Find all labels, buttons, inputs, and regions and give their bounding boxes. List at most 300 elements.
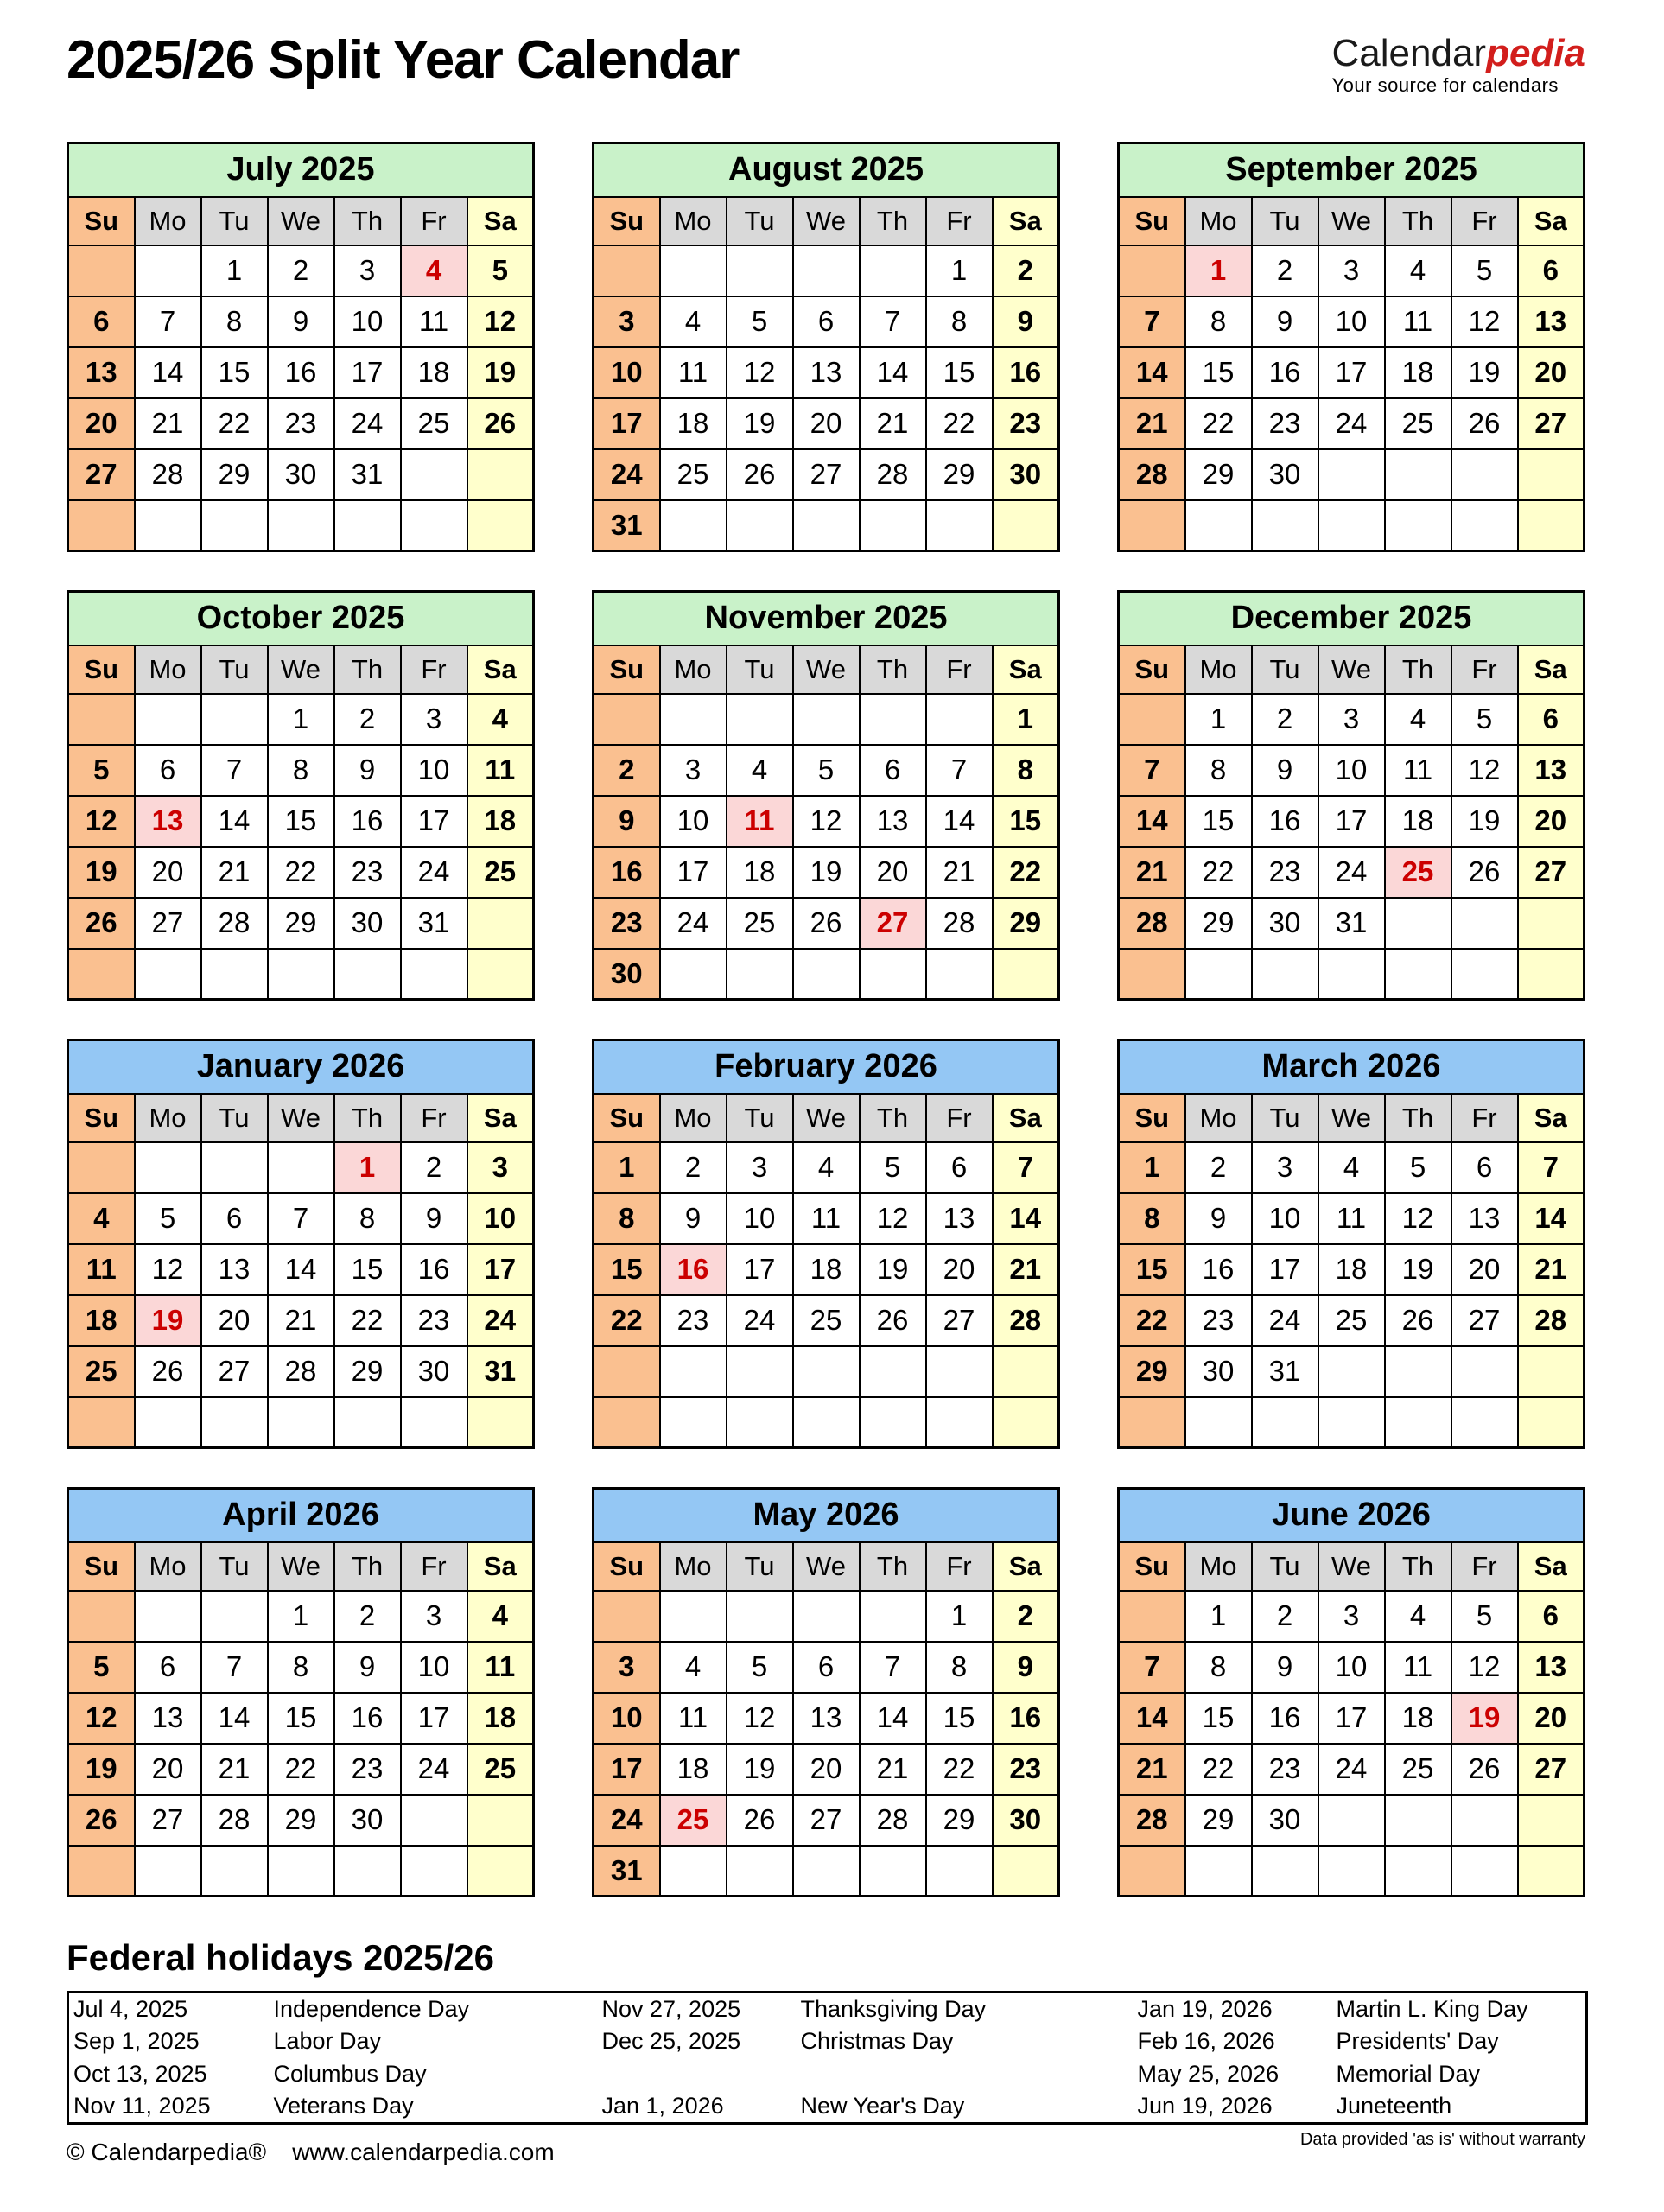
- day-cell-empty: [793, 949, 860, 1000]
- day-cell-25: 25: [793, 1295, 860, 1346]
- day-cell-empty: [135, 1142, 201, 1193]
- month-october-2025: [67, 590, 535, 1001]
- day-cell-16: 16: [594, 847, 660, 898]
- federal-holidays-table: [67, 1991, 1588, 2125]
- weekday-header-th: Th: [1385, 1094, 1451, 1142]
- weekday-header-sa: Sa: [1518, 1094, 1585, 1142]
- day-cell-2: 2: [1252, 1591, 1318, 1642]
- day-cell-7: 7: [201, 745, 268, 796]
- day-cell-6: 6: [1518, 245, 1585, 296]
- day-cell-27: 27: [201, 1346, 268, 1397]
- day-cell-1: 1: [1185, 245, 1252, 296]
- day-cell-29: 29: [993, 898, 1059, 949]
- day-cell-26: 26: [1451, 847, 1518, 898]
- day-cell-31: 31: [1252, 1346, 1318, 1397]
- day-cell-5: 5: [1451, 694, 1518, 745]
- day-cell-empty: [860, 1397, 926, 1448]
- day-cell-29: 29: [268, 1795, 334, 1846]
- day-cell-5: 5: [793, 745, 860, 796]
- day-cell-6: 6: [926, 1142, 993, 1193]
- day-cell-7: 7: [135, 296, 201, 347]
- logo-tagline: Your source for calendars: [1331, 74, 1559, 96]
- day-cell-9: 9: [334, 1642, 401, 1693]
- day-cell-empty: [1185, 1397, 1252, 1448]
- day-cell-empty: [334, 1397, 401, 1448]
- day-cell-11: 11: [727, 796, 793, 847]
- day-cell-18: 18: [1385, 1693, 1451, 1744]
- day-cell-empty: [926, 1397, 993, 1448]
- day-cell-16: 16: [334, 796, 401, 847]
- day-cell-5: 5: [135, 1193, 201, 1244]
- website-link[interactable]: www.calendarpedia.com: [292, 2139, 555, 2165]
- day-cell-26: 26: [860, 1295, 926, 1346]
- day-cell-14: 14: [201, 1693, 268, 1744]
- federal-holidays-heading: Federal holidays 2025/26: [67, 1937, 494, 1978]
- day-cell-8: 8: [1185, 296, 1252, 347]
- day-cell-3: 3: [660, 745, 727, 796]
- day-cell-4: 4: [467, 1591, 534, 1642]
- day-cell-23: 23: [594, 898, 660, 949]
- day-cell-empty: [727, 1591, 793, 1642]
- day-cell-8: 8: [1185, 745, 1252, 796]
- day-cell-empty: [793, 1591, 860, 1642]
- day-cell-7: 7: [201, 1642, 268, 1693]
- weekday-header-th: Th: [334, 1542, 401, 1591]
- day-cell-13: 13: [135, 1693, 201, 1744]
- day-cell-3: 3: [401, 694, 467, 745]
- day-cell-empty: [135, 245, 201, 296]
- day-cell-8: 8: [334, 1193, 401, 1244]
- day-cell-empty: [201, 500, 268, 551]
- day-cell-31: 31: [401, 898, 467, 949]
- day-cell-16: 16: [1252, 347, 1318, 398]
- day-cell-23: 23: [1252, 1744, 1318, 1795]
- day-cell-23: 23: [401, 1295, 467, 1346]
- day-cell-empty: [793, 694, 860, 745]
- day-cell-empty: [660, 500, 727, 551]
- day-cell-empty: [268, 949, 334, 1000]
- day-cell-27: 27: [793, 1795, 860, 1846]
- day-cell-4: 4: [1318, 1142, 1385, 1193]
- day-cell-empty: [1318, 1795, 1385, 1846]
- day-cell-empty: [594, 1397, 660, 1448]
- holiday-name: New Year's Day: [800, 2093, 965, 2120]
- day-cell-empty: [860, 1846, 926, 1897]
- day-cell-10: 10: [467, 1193, 534, 1244]
- day-cell-12: 12: [1451, 296, 1518, 347]
- day-cell-12: 12: [727, 1693, 793, 1744]
- day-cell-empty: [727, 694, 793, 745]
- day-cell-empty: [993, 1846, 1059, 1897]
- day-cell-empty: [1318, 449, 1385, 500]
- day-cell-21: 21: [1119, 398, 1185, 449]
- day-cell-7: 7: [993, 1142, 1059, 1193]
- day-cell-21: 21: [1119, 1744, 1185, 1795]
- day-cell-18: 18: [68, 1295, 135, 1346]
- day-cell-16: 16: [660, 1244, 727, 1295]
- footer-copyright-line: [67, 2139, 555, 2166]
- day-cell-15: 15: [1185, 347, 1252, 398]
- day-cell-empty: [268, 1142, 334, 1193]
- day-cell-empty: [660, 949, 727, 1000]
- day-cell-18: 18: [467, 1693, 534, 1744]
- day-cell-6: 6: [793, 296, 860, 347]
- day-cell-empty: [1252, 949, 1318, 1000]
- day-cell-28: 28: [860, 449, 926, 500]
- day-cell-15: 15: [201, 347, 268, 398]
- day-cell-empty: [1185, 500, 1252, 551]
- day-cell-29: 29: [1185, 1795, 1252, 1846]
- day-cell-25: 25: [1318, 1295, 1385, 1346]
- month-july-2025: [67, 142, 535, 552]
- day-cell-empty: [1119, 949, 1185, 1000]
- weekday-header-th: Th: [334, 197, 401, 245]
- day-cell-empty: [926, 949, 993, 1000]
- day-cell-30: 30: [993, 1795, 1059, 1846]
- day-cell-empty: [135, 1591, 201, 1642]
- day-cell-13: 13: [926, 1193, 993, 1244]
- day-cell-17: 17: [401, 1693, 467, 1744]
- day-cell-1: 1: [268, 694, 334, 745]
- day-cell-15: 15: [334, 1244, 401, 1295]
- day-cell-4: 4: [1385, 694, 1451, 745]
- day-cell-12: 12: [467, 296, 534, 347]
- day-cell-11: 11: [401, 296, 467, 347]
- day-cell-20: 20: [135, 1744, 201, 1795]
- weekday-header-sa: Sa: [1518, 197, 1585, 245]
- day-cell-17: 17: [594, 1744, 660, 1795]
- day-cell-7: 7: [1119, 745, 1185, 796]
- holiday-date: Jan 19, 2026: [1137, 1995, 1273, 2022]
- day-cell-empty: [793, 1846, 860, 1897]
- weekday-header-sa: Sa: [993, 645, 1059, 694]
- day-cell-26: 26: [727, 449, 793, 500]
- weekday-header-th: Th: [860, 645, 926, 694]
- day-cell-22: 22: [594, 1295, 660, 1346]
- day-cell-empty: [68, 694, 135, 745]
- day-cell-empty: [1451, 898, 1518, 949]
- day-cell-3: 3: [727, 1142, 793, 1193]
- month-may-2026: [592, 1487, 1060, 1897]
- day-cell-8: 8: [926, 296, 993, 347]
- day-cell-27: 27: [1451, 1295, 1518, 1346]
- day-cell-empty: [1451, 1346, 1518, 1397]
- weekday-header-su: Su: [594, 645, 660, 694]
- day-cell-empty: [401, 1397, 467, 1448]
- day-cell-15: 15: [993, 796, 1059, 847]
- month-title: May 2026: [594, 1489, 1059, 1542]
- day-cell-16: 16: [993, 347, 1059, 398]
- day-cell-empty: [135, 500, 201, 551]
- day-cell-empty: [926, 1346, 993, 1397]
- day-cell-empty: [467, 449, 534, 500]
- day-cell-12: 12: [727, 347, 793, 398]
- weekday-header-we: We: [1318, 645, 1385, 694]
- day-cell-11: 11: [467, 745, 534, 796]
- day-cell-7: 7: [268, 1193, 334, 1244]
- day-cell-18: 18: [660, 1744, 727, 1795]
- day-cell-empty: [68, 245, 135, 296]
- day-cell-empty: [68, 500, 135, 551]
- day-cell-26: 26: [1451, 398, 1518, 449]
- weekday-header-th: Th: [1385, 1542, 1451, 1591]
- day-cell-empty: [1119, 500, 1185, 551]
- day-cell-15: 15: [268, 1693, 334, 1744]
- day-cell-empty: [1451, 500, 1518, 551]
- day-cell-22: 22: [268, 847, 334, 898]
- month-title: April 2026: [68, 1489, 534, 1542]
- day-cell-20: 20: [135, 847, 201, 898]
- day-cell-empty: [1385, 949, 1451, 1000]
- day-cell-14: 14: [135, 347, 201, 398]
- day-cell-2: 2: [334, 694, 401, 745]
- day-cell-empty: [201, 1142, 268, 1193]
- day-cell-13: 13: [68, 347, 135, 398]
- day-cell-empty: [467, 1846, 534, 1897]
- day-cell-25: 25: [467, 1744, 534, 1795]
- day-cell-empty: [1518, 1397, 1585, 1448]
- day-cell-4: 4: [660, 1642, 727, 1693]
- day-cell-28: 28: [1119, 898, 1185, 949]
- day-cell-27: 27: [1518, 847, 1585, 898]
- weekday-header-th: Th: [860, 1094, 926, 1142]
- day-cell-10: 10: [660, 796, 727, 847]
- day-cell-25: 25: [1385, 847, 1451, 898]
- day-cell-5: 5: [727, 296, 793, 347]
- day-cell-empty: [1318, 1346, 1385, 1397]
- day-cell-8: 8: [268, 1642, 334, 1693]
- month-february-2026: [592, 1039, 1060, 1449]
- day-cell-empty: [68, 1142, 135, 1193]
- day-cell-empty: [727, 1846, 793, 1897]
- holiday-date: May 25, 2026: [1137, 2061, 1280, 2087]
- day-cell-25: 25: [68, 1346, 135, 1397]
- day-cell-12: 12: [860, 1193, 926, 1244]
- day-cell-21: 21: [201, 847, 268, 898]
- day-cell-24: 24: [401, 847, 467, 898]
- day-cell-5: 5: [467, 245, 534, 296]
- day-cell-25: 25: [1385, 398, 1451, 449]
- day-cell-1: 1: [1119, 1142, 1185, 1193]
- day-cell-15: 15: [926, 347, 993, 398]
- day-cell-14: 14: [1119, 1693, 1185, 1744]
- day-cell-empty: [1119, 1397, 1185, 1448]
- day-cell-14: 14: [1119, 347, 1185, 398]
- day-cell-empty: [201, 1591, 268, 1642]
- day-cell-25: 25: [727, 898, 793, 949]
- day-cell-26: 26: [727, 1795, 793, 1846]
- day-cell-21: 21: [1119, 847, 1185, 898]
- day-cell-5: 5: [1451, 1591, 1518, 1642]
- day-cell-2: 2: [594, 745, 660, 796]
- holiday-date: [598, 2058, 797, 2091]
- day-cell-11: 11: [660, 347, 727, 398]
- day-cell-19: 19: [135, 1295, 201, 1346]
- day-cell-16: 16: [268, 347, 334, 398]
- copyright-text: © Calendarpedia®: [67, 2139, 267, 2165]
- day-cell-30: 30: [334, 898, 401, 949]
- month-title: July 2025: [68, 143, 534, 197]
- day-cell-empty: [727, 1346, 793, 1397]
- weekday-header-mo: Mo: [135, 1094, 201, 1142]
- day-cell-empty: [1185, 1846, 1252, 1897]
- month-september-2025: [1117, 142, 1585, 552]
- day-cell-9: 9: [594, 796, 660, 847]
- weekday-header-we: We: [268, 1542, 334, 1591]
- day-cell-empty: [660, 1346, 727, 1397]
- day-cell-9: 9: [1252, 296, 1318, 347]
- day-cell-4: 4: [467, 694, 534, 745]
- day-cell-22: 22: [1185, 1744, 1252, 1795]
- day-cell-10: 10: [1318, 1642, 1385, 1693]
- day-cell-6: 6: [135, 1642, 201, 1693]
- day-cell-empty: [135, 1846, 201, 1897]
- day-cell-4: 4: [1385, 245, 1451, 296]
- day-cell-3: 3: [334, 245, 401, 296]
- weekday-header-mo: Mo: [135, 197, 201, 245]
- day-cell-24: 24: [594, 1795, 660, 1846]
- day-cell-4: 4: [68, 1193, 135, 1244]
- day-cell-30: 30: [334, 1795, 401, 1846]
- weekday-header-tu: Tu: [201, 645, 268, 694]
- day-cell-3: 3: [1318, 694, 1385, 745]
- day-cell-4: 4: [793, 1142, 860, 1193]
- day-cell-9: 9: [401, 1193, 467, 1244]
- day-cell-27: 27: [68, 449, 135, 500]
- day-cell-empty: [727, 500, 793, 551]
- day-cell-empty: [201, 949, 268, 1000]
- day-cell-empty: [135, 694, 201, 745]
- day-cell-2: 2: [993, 1591, 1059, 1642]
- day-cell-5: 5: [1385, 1142, 1451, 1193]
- day-cell-10: 10: [1318, 745, 1385, 796]
- day-cell-25: 25: [401, 398, 467, 449]
- weekday-header-tu: Tu: [1252, 1542, 1318, 1591]
- day-cell-9: 9: [268, 296, 334, 347]
- day-cell-4: 4: [660, 296, 727, 347]
- day-cell-empty: [594, 1346, 660, 1397]
- day-cell-empty: [993, 1346, 1059, 1397]
- day-cell-3: 3: [401, 1591, 467, 1642]
- day-cell-18: 18: [1318, 1244, 1385, 1295]
- day-cell-empty: [1385, 1397, 1451, 1448]
- holiday-name: Veterans Day: [273, 2093, 414, 2120]
- day-cell-25: 25: [660, 1795, 727, 1846]
- day-cell-13: 13: [1518, 745, 1585, 796]
- day-cell-empty: [727, 949, 793, 1000]
- day-cell-empty: [1385, 1795, 1451, 1846]
- day-cell-empty: [1451, 1397, 1518, 1448]
- day-cell-24: 24: [1318, 847, 1385, 898]
- holiday-date: Sep 1, 2025: [73, 2028, 200, 2054]
- day-cell-12: 12: [135, 1244, 201, 1295]
- day-cell-15: 15: [926, 1693, 993, 1744]
- day-cell-1: 1: [1185, 694, 1252, 745]
- day-cell-29: 29: [334, 1346, 401, 1397]
- day-cell-17: 17: [467, 1244, 534, 1295]
- day-cell-6: 6: [860, 745, 926, 796]
- weekday-header-tu: Tu: [727, 645, 793, 694]
- day-cell-1: 1: [926, 245, 993, 296]
- day-cell-2: 2: [334, 1591, 401, 1642]
- day-cell-20: 20: [926, 1244, 993, 1295]
- day-cell-11: 11: [68, 1244, 135, 1295]
- day-cell-29: 29: [1185, 898, 1252, 949]
- day-cell-28: 28: [268, 1346, 334, 1397]
- day-cell-29: 29: [1185, 449, 1252, 500]
- weekday-header-tu: Tu: [1252, 645, 1318, 694]
- day-cell-21: 21: [860, 1744, 926, 1795]
- day-cell-20: 20: [1518, 347, 1585, 398]
- weekday-header-su: Su: [1119, 645, 1185, 694]
- day-cell-22: 22: [268, 1744, 334, 1795]
- day-cell-18: 18: [660, 398, 727, 449]
- day-cell-3: 3: [1318, 245, 1385, 296]
- day-cell-empty: [1451, 1846, 1518, 1897]
- holiday-row: [68, 1993, 1587, 2025]
- day-cell-empty: [334, 500, 401, 551]
- day-cell-1: 1: [268, 1591, 334, 1642]
- weekday-header-sa: Sa: [1518, 1542, 1585, 1591]
- day-cell-1: 1: [1185, 1591, 1252, 1642]
- day-cell-empty: [334, 1846, 401, 1897]
- day-cell-30: 30: [993, 449, 1059, 500]
- day-cell-2: 2: [1185, 1142, 1252, 1193]
- day-cell-31: 31: [594, 1846, 660, 1897]
- day-cell-15: 15: [268, 796, 334, 847]
- weekday-header-th: Th: [860, 1542, 926, 1591]
- day-cell-8: 8: [1185, 1642, 1252, 1693]
- day-cell-empty: [1518, 1846, 1585, 1897]
- day-cell-4: 4: [727, 745, 793, 796]
- day-cell-6: 6: [1518, 1591, 1585, 1642]
- day-cell-19: 19: [1385, 1244, 1451, 1295]
- day-cell-17: 17: [660, 847, 727, 898]
- weekday-header-mo: Mo: [1185, 645, 1252, 694]
- day-cell-7: 7: [1119, 296, 1185, 347]
- day-cell-19: 19: [860, 1244, 926, 1295]
- day-cell-10: 10: [594, 1693, 660, 1744]
- day-cell-31: 31: [594, 500, 660, 551]
- weekday-header-tu: Tu: [1252, 1094, 1318, 1142]
- day-cell-29: 29: [268, 898, 334, 949]
- day-cell-4: 4: [1385, 1591, 1451, 1642]
- day-cell-27: 27: [135, 1795, 201, 1846]
- day-cell-26: 26: [68, 1795, 135, 1846]
- day-cell-11: 11: [1385, 296, 1451, 347]
- day-cell-27: 27: [793, 449, 860, 500]
- day-cell-25: 25: [1385, 1744, 1451, 1795]
- day-cell-empty: [1318, 949, 1385, 1000]
- day-cell-11: 11: [467, 1642, 534, 1693]
- day-cell-empty: [860, 1591, 926, 1642]
- day-cell-empty: [1318, 1397, 1385, 1448]
- day-cell-23: 23: [993, 1744, 1059, 1795]
- day-cell-empty: [660, 1846, 727, 1897]
- day-cell-11: 11: [793, 1193, 860, 1244]
- day-cell-16: 16: [993, 1693, 1059, 1744]
- day-cell-empty: [1385, 500, 1451, 551]
- day-cell-21: 21: [860, 398, 926, 449]
- day-cell-19: 19: [68, 847, 135, 898]
- day-cell-empty: [334, 949, 401, 1000]
- day-cell-20: 20: [1518, 796, 1585, 847]
- day-cell-29: 29: [926, 1795, 993, 1846]
- day-cell-18: 18: [727, 847, 793, 898]
- day-cell-5: 5: [68, 745, 135, 796]
- day-cell-empty: [1119, 694, 1185, 745]
- month-august-2025: [592, 142, 1060, 552]
